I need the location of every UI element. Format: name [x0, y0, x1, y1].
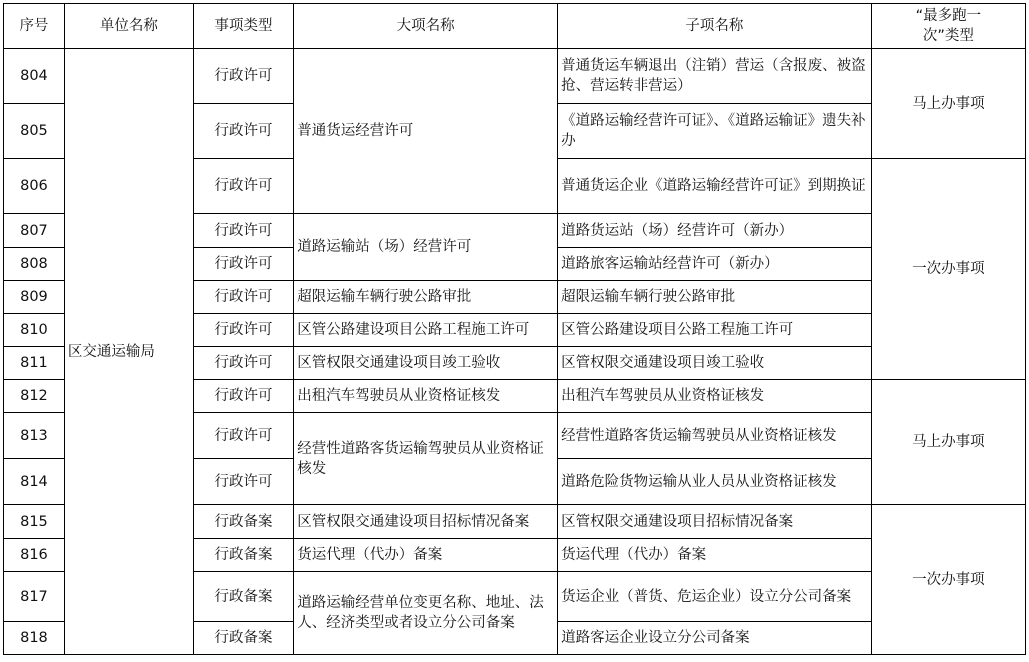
sub-cell: 道路客运企业设立分公司备案	[558, 622, 872, 655]
header-row	[4, 4, 1026, 49]
type-cell: 行政许可	[193, 49, 293, 104]
header-seq: 序号	[4, 4, 65, 49]
major-cell: 出租汽车驾驶员从业资格证核发	[294, 380, 558, 413]
sub-cell: 经营性道路客货运输驾驶员从业资格证核发	[558, 413, 872, 459]
category-cell: 马上办事项	[871, 49, 1025, 159]
sub-cell: 普通货运车辆退出（注销）营运（含报废、被盗抢、营运转非营运）	[558, 49, 872, 104]
type-cell: 行政备案	[193, 505, 293, 539]
major-cell: 经营性道路客货运输驾驶员从业资格证核发	[294, 413, 558, 505]
sub-cell: 区管权限交通建设项目竣工验收	[558, 347, 872, 380]
sub-cell: 《道路运输经营许可证》、《道路运输证》遗失补办	[558, 104, 872, 159]
sub-cell: 出租汽车驾驶员从业资格证核发	[558, 380, 872, 413]
header-category: “最多跑一次”类型	[871, 4, 1025, 49]
type-cell: 行政许可	[193, 314, 293, 347]
seq-cell: 805	[4, 104, 65, 159]
sub-cell: 道路货运站（场）经营许可（新办）	[558, 214, 872, 248]
sub-cell: 货运企业（普货、危运企业）设立分公司备案	[558, 572, 872, 622]
sub-cell: 区管权限交通建设项目招标情况备案	[558, 505, 872, 539]
seq-cell: 813	[4, 413, 65, 459]
type-cell: 行政备案	[193, 539, 293, 572]
seq-cell: 807	[4, 214, 65, 248]
type-cell: 行政许可	[193, 380, 293, 413]
type-cell: 行政许可	[193, 159, 293, 214]
type-cell: 行政备案	[193, 622, 293, 655]
matters-table	[3, 3, 1026, 655]
header-major: 大项名称	[294, 4, 558, 49]
seq-cell: 816	[4, 539, 65, 572]
type-cell: 行政备案	[193, 572, 293, 622]
type-cell: 行政许可	[193, 104, 293, 159]
seq-cell: 818	[4, 622, 65, 655]
sub-cell: 超限运输车辆行驶公路审批	[558, 281, 872, 314]
table-row	[4, 49, 1026, 104]
seq-cell: 817	[4, 572, 65, 622]
major-cell: 货运代理（代办）备案	[294, 539, 558, 572]
major-cell: 普通货运经营许可	[294, 49, 558, 214]
category-cell: 一次办事项	[871, 159, 1025, 380]
header-sub: 子项名称	[558, 4, 872, 49]
type-cell: 行政许可	[193, 214, 293, 248]
seq-cell: 812	[4, 380, 65, 413]
sub-cell: 道路危险货物运输从业人员从业资格证核发	[558, 459, 872, 505]
header-unit: 单位名称	[64, 4, 193, 49]
seq-cell: 815	[4, 505, 65, 539]
major-cell: 区管权限交通建设项目竣工验收	[294, 347, 558, 380]
type-cell: 行政许可	[193, 248, 293, 281]
seq-cell: 804	[4, 49, 65, 104]
category-cell: 马上办事项	[871, 380, 1025, 505]
sub-cell: 普通货运企业《道路运输经营许可证》到期换证	[558, 159, 872, 214]
major-cell: 区管公路建设项目公路工程施工许可	[294, 314, 558, 347]
major-cell: 道路运输站（场）经营许可	[294, 214, 558, 281]
major-cell: 超限运输车辆行驶公路审批	[294, 281, 558, 314]
header-type: 事项类型	[193, 4, 293, 49]
seq-cell: 809	[4, 281, 65, 314]
seq-cell: 810	[4, 314, 65, 347]
type-cell: 行政许可	[193, 413, 293, 459]
type-cell: 行政许可	[193, 347, 293, 380]
category-cell: 一次办事项	[871, 505, 1025, 655]
type-cell: 行政许可	[193, 459, 293, 505]
sub-cell: 区管公路建设项目公路工程施工许可	[558, 314, 872, 347]
type-cell: 行政许可	[193, 281, 293, 314]
seq-cell: 811	[4, 347, 65, 380]
sub-cell: 道路旅客运输站经营许可（新办）	[558, 248, 872, 281]
seq-cell: 814	[4, 459, 65, 505]
major-cell: 区管权限交通建设项目招标情况备案	[294, 505, 558, 539]
seq-cell: 806	[4, 159, 65, 214]
major-cell: 道路运输经营单位变更名称、地址、法人、经济类型或者设立分公司备案	[294, 572, 558, 655]
unit-cell: 区交通运输局	[64, 49, 193, 655]
seq-cell: 808	[4, 248, 65, 281]
sub-cell: 货运代理（代办）备案	[558, 539, 872, 572]
